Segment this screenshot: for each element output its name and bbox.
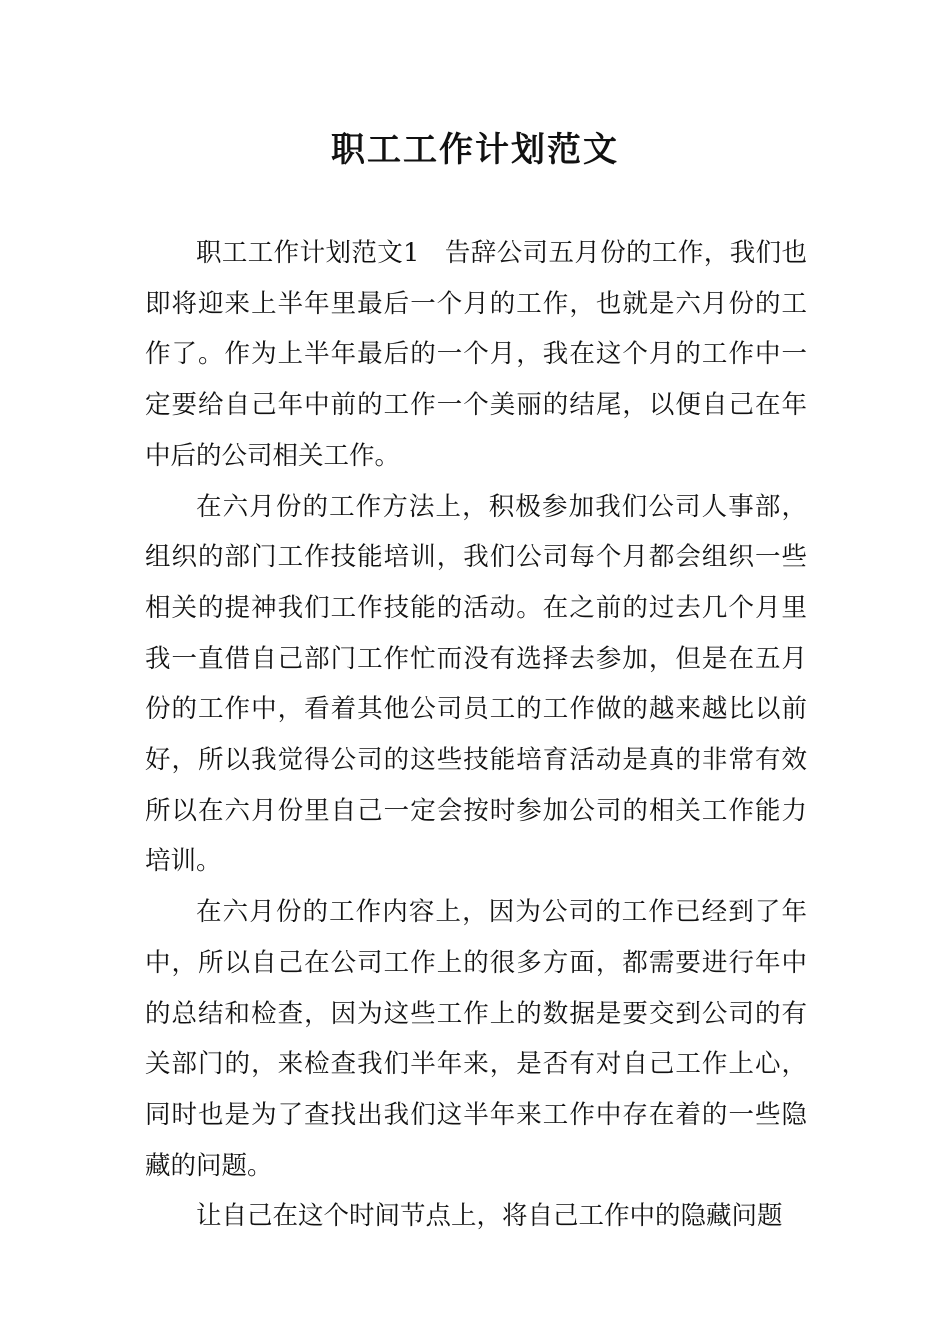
paragraph-4: 让自己在这个时间节点上，将自己工作中的隐藏问题 xyxy=(196,1201,783,1232)
paragraph-1-text: 告辞公司五月份的工作，我们也即将迎来上半年里最后一个月的工作，也就是六月份的工作了。作为上半年最后的一个月，我在这个月的工作中一定要给自己年中前的工作一个美丽的结尾，以便自己在年中后的公司相关工作。 xyxy=(145,238,807,471)
paragraph-3: 在六月份的工作内容上，因为公司的工作已经到了年中，所以自己在公司工作上的很多方面，都需要进行年中的总结和检查，因为这些工作上的数据是要交到公司的有关部门的，来检查我们半年来，是否有对自己工作上心，同时也是为了查找出我们这半年来工作中存在着的一些隐藏的问题。 xyxy=(145,897,807,1181)
section-heading: 职工工作计划范文1 xyxy=(196,238,420,268)
paragraph-2: 在六月份的工作方法上，积极参加我们公司人事部，组织的部门工作技能培训，我们公司每个月都会组织一些相关的提神我们工作技能的活动。在之前的过去几个月里我一直借自己部门工作忙而没有选择去参加，但是在五月份的工作中，看着其他公司员工的工作做的越来越比以前好，所以我觉得公司的这些技能培育活动是真的非常有效所以在六月份里自己一定会按时参加公司的相关工作能力培训。 xyxy=(145,491,807,877)
document-title: 职工工作计划范文 xyxy=(331,130,619,170)
paragraph-1 xyxy=(145,228,807,482)
document-body xyxy=(145,228,807,1242)
